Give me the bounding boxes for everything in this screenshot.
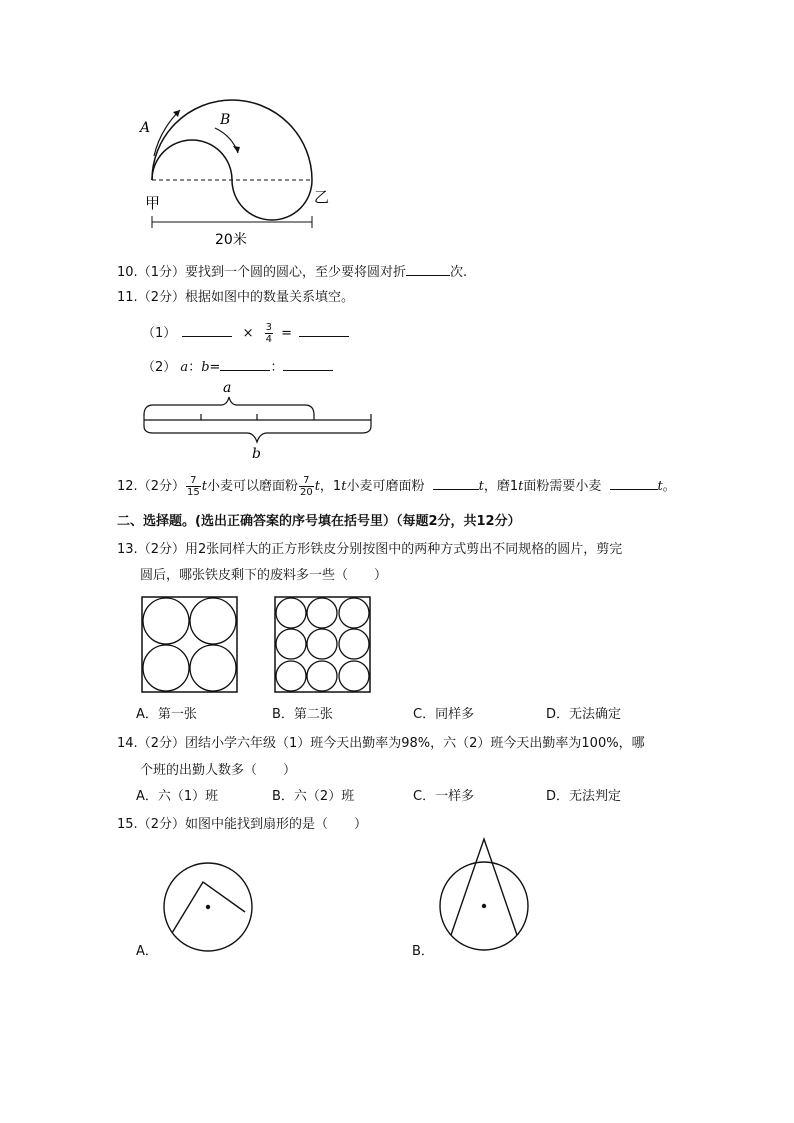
q10-answer-blank[interactable] — [406, 262, 450, 276]
q12-fraction-1-denominator: 15 — [186, 487, 200, 498]
q15-figure-b — [436, 836, 536, 960]
q15-number: 15. — [117, 817, 138, 832]
circle — [339, 661, 369, 691]
q15-score: （2分） — [137, 817, 185, 832]
q12-text-3: 小麦可磨面粉 — [346, 479, 425, 494]
small-left-semicircle-arc — [152, 140, 232, 180]
q14-option-d[interactable]: D．无法判定 — [546, 789, 622, 804]
q11-part2-colon-1: ： — [188, 360, 202, 375]
q10-number: 10. — [117, 265, 138, 280]
q13-option-c[interactable]: C．同样多 — [413, 707, 475, 722]
center-dot — [206, 905, 210, 909]
question-11 — [117, 290, 354, 306]
q14-line-1: 团结小学六年级（1）班今天出勤率为98%，六（2）班今天出勤率为100%，哪 — [184, 736, 645, 751]
q15-option-a[interactable]: A． — [136, 944, 158, 959]
q13-score: （2分） — [137, 542, 185, 557]
q15-figure-a — [160, 858, 260, 958]
q12-number: 12. — [117, 479, 138, 494]
q13-continuation: 圆后，哪张铁皮剩下的废料多一些（ ） — [140, 568, 388, 583]
diagram-label-b: b — [252, 446, 261, 462]
q11-part1-blank-2[interactable] — [299, 323, 349, 337]
sheet-2-nine-circles — [274, 596, 372, 694]
q10-suffix: 次. — [449, 265, 468, 280]
q11-part2-colon-2: ： — [270, 360, 284, 375]
diagram-label-a: a — [223, 380, 232, 396]
q12-blank-2[interactable] — [610, 476, 658, 490]
circle — [307, 629, 337, 659]
arrow-b-head-icon — [233, 146, 240, 153]
q11-part2-equals: = — [209, 360, 221, 375]
q11-part1-equals: = — [281, 326, 293, 341]
q12-fraction-2-denominator: 20 — [299, 487, 313, 498]
circle — [307, 661, 337, 691]
q12-text-4: ，磨1 — [483, 479, 519, 494]
label-end: 乙 — [314, 188, 330, 206]
q11-part1 — [142, 322, 349, 345]
circle — [276, 629, 306, 659]
q11-part1-blank-1[interactable] — [182, 323, 232, 337]
q14-score: （2分） — [137, 736, 185, 751]
circle — [339, 598, 369, 628]
q12-fraction-2-numerator: 7 — [299, 475, 314, 487]
circle — [143, 645, 189, 691]
question-10 — [117, 262, 467, 281]
q11-brace-diagram — [135, 378, 380, 464]
sheet-1-four-circles — [141, 596, 239, 694]
q12-score: （2分） — [137, 479, 185, 494]
q12-unit-1: t — [201, 479, 207, 494]
semicircle-path-figure — [130, 90, 330, 250]
q13-option-b[interactable]: B．第二张 — [272, 707, 333, 722]
q14-option-a[interactable]: A．六（1）班 — [136, 789, 219, 804]
q11-fraction-denominator: 4 — [265, 334, 272, 345]
label-start: 甲 — [145, 194, 161, 212]
q12-unit-5: t — [518, 479, 524, 494]
q11-number: 11. — [117, 290, 138, 305]
q14-option-b[interactable]: B．六（2）班 — [272, 789, 355, 804]
q11-part2-b: b — [201, 360, 210, 375]
circle — [190, 598, 236, 644]
q11-part2 — [142, 357, 333, 376]
question-14 — [117, 736, 645, 752]
q14-number: 14. — [117, 736, 138, 751]
q12-text-5: 面粉需要小麦 — [523, 479, 602, 494]
q11-fraction-numerator: 3 — [265, 322, 272, 333]
q12-end: 。 — [662, 479, 676, 494]
q12-fraction-1-numerator: 7 — [186, 475, 201, 487]
q13-option-d[interactable]: D．无法确定 — [546, 707, 622, 722]
q14-option-c[interactable]: C．一样多 — [413, 789, 475, 804]
circle — [276, 661, 306, 691]
label-a: A — [140, 120, 151, 136]
q12-unit-2: t — [314, 479, 320, 494]
q12-unit-3: t — [341, 479, 347, 494]
q15-text: 如图中能找到扇形的是（ ） — [184, 817, 367, 832]
question-15 — [117, 817, 367, 833]
q10-score: （1分） — [137, 265, 185, 280]
circle — [190, 645, 236, 691]
circle — [276, 598, 306, 628]
brace-b-icon — [144, 426, 371, 442]
circle — [339, 629, 369, 659]
circle — [307, 598, 337, 628]
q11-part2-label: （2） — [142, 360, 177, 375]
q11-fraction — [265, 322, 273, 345]
q12-fraction-2 — [299, 475, 314, 498]
q14-continuation: 个班的出勤人数多（ ） — [140, 763, 297, 778]
q15-option-b[interactable]: B． — [412, 944, 434, 959]
q12-unit-6: t — [657, 479, 663, 494]
q12-text-2: ，1 — [319, 479, 342, 494]
brace-a-icon — [144, 397, 314, 415]
q11-part2-blank-2[interactable] — [283, 357, 333, 371]
q11-part1-label: （1） — [142, 326, 177, 341]
q13-line-1: 用2张同样大的正方形铁皮分别按图中的两种方式剪出不同规格的圆片，剪完 — [184, 542, 623, 557]
q13-number: 13. — [117, 542, 138, 557]
q11-text: 根据如图中的数量关系填空。 — [184, 290, 354, 305]
q11-part2-a: a — [180, 360, 189, 375]
q12-fraction-1 — [186, 475, 201, 498]
small-right-semicircle-arc — [232, 180, 312, 220]
q11-part1-times: × — [242, 326, 254, 341]
q12-text-1: 小麦可以磨面粉 — [206, 479, 298, 494]
q11-score: （2分） — [137, 290, 185, 305]
q12-unit-4: t — [478, 479, 484, 494]
dimension-label: 20米 — [215, 232, 247, 248]
label-b: B — [220, 112, 231, 128]
q11-part2-blank-1[interactable] — [220, 357, 270, 371]
angle-lines — [451, 839, 517, 935]
q12-blank-1[interactable] — [433, 476, 479, 490]
q10-text: 要找到一个圆的圆心，至少要将圆对折 — [184, 265, 406, 280]
question-12 — [117, 474, 676, 500]
circle — [143, 598, 189, 644]
q13-option-a[interactable]: A．第一张 — [136, 707, 197, 722]
question-13 — [117, 542, 622, 558]
center-dot — [482, 904, 486, 908]
section-2-heading: 二、选择题。(选出正确答案的序号填在括号里）（每题2分，共12分） — [117, 514, 521, 529]
